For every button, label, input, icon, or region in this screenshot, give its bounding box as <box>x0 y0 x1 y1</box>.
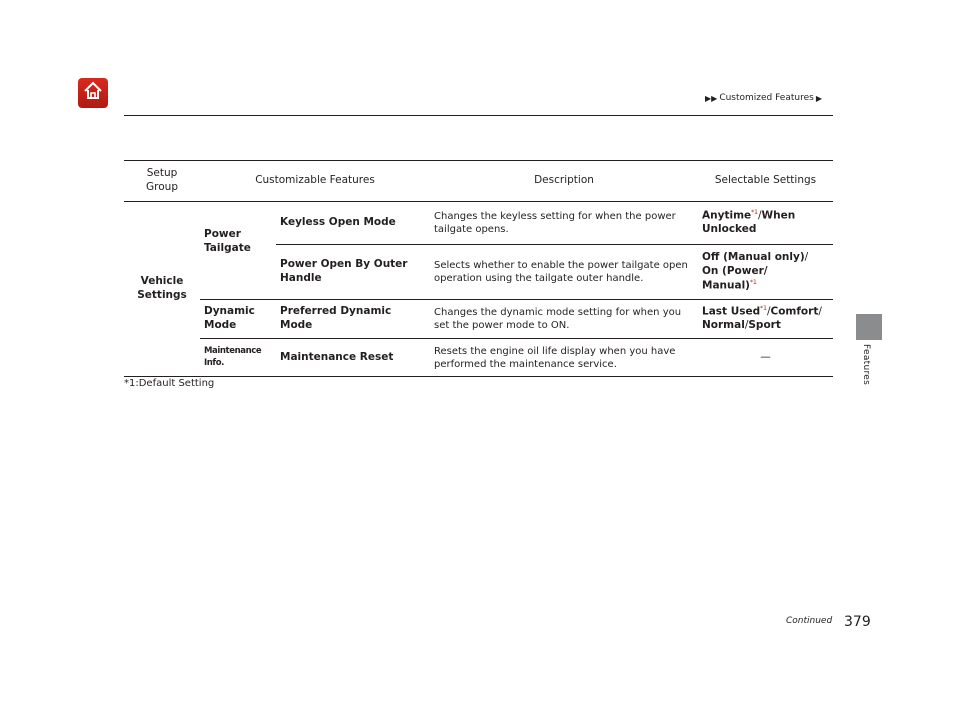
triangle-right-icon: ▶▶ <box>705 93 718 103</box>
features-tab[interactable] <box>856 314 882 340</box>
customized-features-table <box>124 160 833 377</box>
feature-description: Resets the engine oil life display when you have performed the maintenance service. <box>430 339 698 377</box>
continued-label: Continued <box>786 616 833 626</box>
table-row <box>124 300 833 339</box>
breadcrumb <box>705 93 822 103</box>
triangle-right-icon: ▶ <box>815 93 822 103</box>
home-icon <box>82 80 104 106</box>
feature-name: Power Open By Outer Handle <box>276 245 430 300</box>
feature-name: Preferred Dynamic Mode <box>276 300 430 339</box>
feature-name: Maintenance Reset <box>276 339 430 377</box>
footnote: *1:Default Setting <box>124 378 215 389</box>
feature-name: Keyless Open Mode <box>280 216 396 229</box>
features-tab-label: Features <box>861 344 871 386</box>
home-button[interactable] <box>78 78 108 108</box>
group-vehicle-settings: Vehicle Settings <box>124 202 200 377</box>
subgroup-maintenance-info: Maintenance Info. <box>200 339 276 377</box>
feature-settings: — <box>698 339 833 377</box>
feature-description: Selects whether to enable the power tailgate open operation using the tailgate outer handle. <box>430 245 698 300</box>
subgroup-dynamic-mode: Dynamic Mode <box>200 300 276 339</box>
header-setup-group: Setup Group <box>146 167 178 193</box>
feature-settings: Last Used$^{*1}$/Comfort/ Normal/Sport <box>698 300 833 339</box>
breadcrumb-section[interactable]: Customized Features <box>719 93 814 103</box>
feature-settings: Off (Manual only)/ On (Power/ Manual)$^{*1}$ <box>698 245 833 300</box>
header-customizable-features: Customizable Features <box>255 174 375 187</box>
subgroup-power-tailgate: Power Tailgate <box>204 228 251 254</box>
feature-description: Changes the keyless setting for when the power tailgate opens. <box>434 211 676 235</box>
header-description: Description <box>534 174 594 187</box>
header-rule <box>124 115 833 116</box>
header-selectable-settings: Selectable Settings <box>714 174 817 187</box>
table-header-row <box>124 161 833 202</box>
table-row <box>124 339 833 377</box>
table-row <box>124 202 833 245</box>
page-number: 379 <box>844 614 871 630</box>
feature-settings: Anytime$^{*1}$/When Unlocked <box>702 209 796 236</box>
feature-description: Changes the dynamic mode setting for when you set the power mode to ON. <box>430 300 698 339</box>
